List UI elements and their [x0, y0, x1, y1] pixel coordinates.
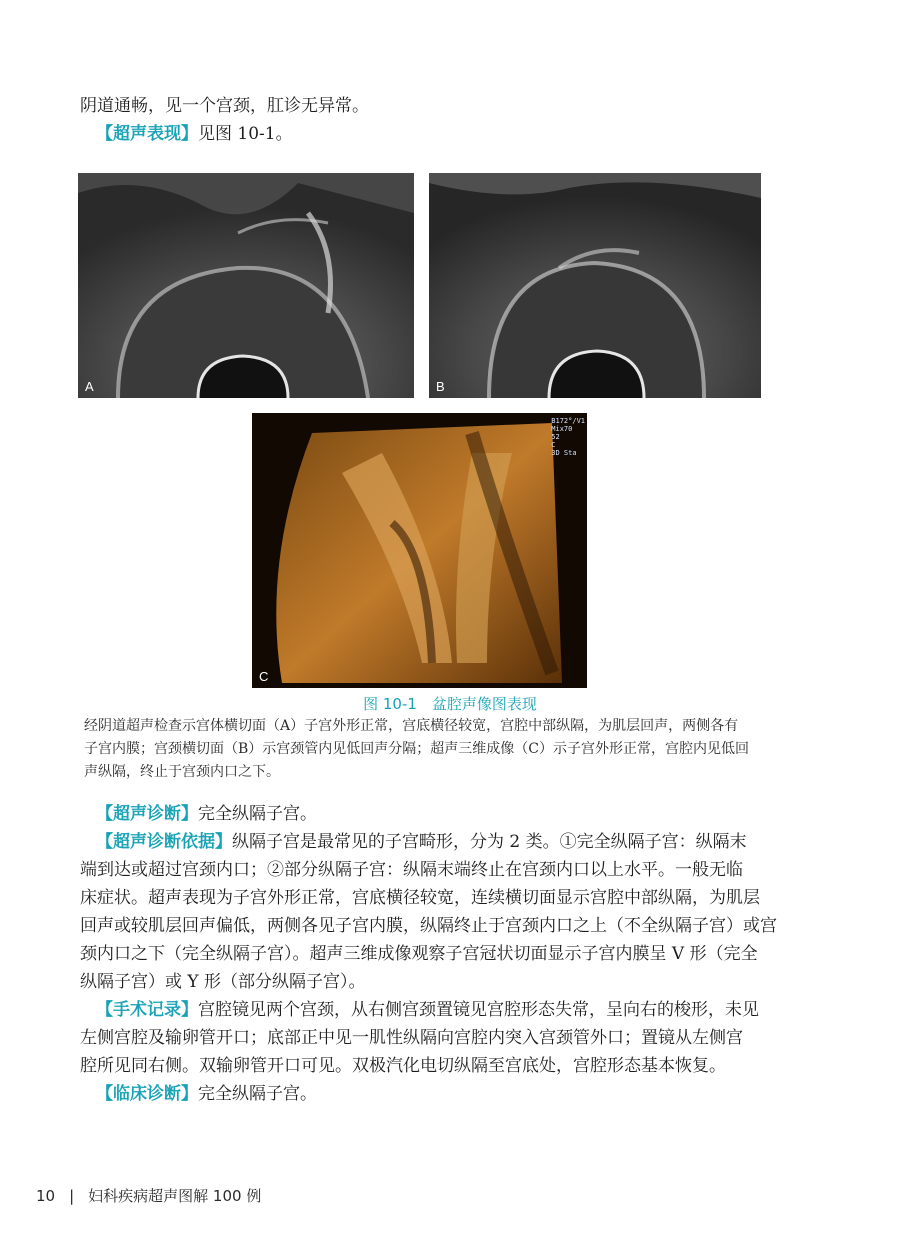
panel-label-a: A: [85, 379, 94, 394]
section-label: 【手术记录】: [96, 1000, 198, 1020]
ultrasound-image-c: [252, 413, 587, 688]
figure-title: 图 10-1 盆腔声像图表现: [363, 695, 537, 713]
hud-line: Mix70: [551, 425, 573, 433]
section-clinical-diagnosis: [96, 1080, 317, 1108]
hud-line: 52: [551, 433, 560, 441]
book-title: 妇科疾病超声图解 100 例: [88, 1187, 262, 1205]
section-label: 【超声表现】: [96, 124, 198, 144]
body-line: 颈内口之下（完全纵隔子宫）。超声三维成像观察子宫冠状切面显示子宫内膜呈 V 形（完全: [80, 944, 758, 964]
panel-label-c: C: [259, 669, 269, 684]
section-text: 完全纵隔子宫。: [198, 804, 317, 824]
section-diagnosis-basis: [96, 828, 747, 856]
figure-caption-line: 声纵隔，终止于宫颈内口之下。: [84, 764, 280, 780]
footer-separator: |: [69, 1187, 75, 1205]
figure-caption-line: 经阴道超声检查示宫体横切面（A）子宫外形正常，宫底横径较宽，宫腔中部纵隔，为肌层回声，两侧各有: [84, 718, 739, 734]
ultrasound-parameters: [551, 417, 585, 457]
body-line: 床症状。超声表现为子宫外形正常，宫底横径较宽，连续横切面显示宫腔中部纵隔，为肌层: [80, 888, 760, 908]
section-ultrasound-findings: [96, 120, 293, 148]
page-footer: [36, 1185, 261, 1206]
body-line: 回声或较肌层回声偏低，两侧各见子宫内膜，纵隔终止于宫颈内口之上（不全纵隔子宫）或宫: [80, 916, 777, 936]
hud-line: 3D Sta: [551, 449, 577, 457]
section-text: 完全纵隔子宫。: [198, 1084, 317, 1104]
body-line: 纵隔子宫）或 Y 形（部分纵隔子宫）。: [80, 972, 366, 992]
hud-line: C: [551, 441, 556, 449]
figure-caption-line: 子宫内膜；宫颈横切面（B）示宫颈管内见低回声分隔；超声三维成像（C）示子宫外形正常，宫腔内见低回: [84, 741, 749, 757]
intro-text: 阴道通畅，见一个宫颈，肛诊无异常。: [80, 96, 369, 116]
section-label: 【超声诊断】: [96, 804, 198, 824]
body-line: 端到达或超过宫颈内口；②部分纵隔子宫：纵隔末端终止在宫颈内口以上水平。一般无临: [80, 860, 743, 880]
page-number: 10: [36, 1187, 56, 1205]
body-line: 腔所见同右侧。双输卵管开口可见。双极汽化电切纵隔至宫底处，宫腔形态基本恢复。: [80, 1056, 726, 1076]
body-line: 左侧宫腔及输卵管开口；底部正中见一肌性纵隔向宫腔内突入宫颈管外口；置镜从左侧宫: [80, 1028, 743, 1048]
panel-label-b: B: [436, 379, 445, 394]
section-ultrasound-diagnosis: [96, 800, 317, 828]
hud-line: B172°/V1: [551, 417, 585, 425]
section-text: 宫腔镜见两个宫颈，从右侧宫颈置镜见宫腔形态失常，呈向右的梭形，未见: [198, 1000, 759, 1020]
section-label: 【临床诊断】: [96, 1084, 198, 1104]
ultrasound-image-b: [429, 173, 761, 398]
section-label: 【超声诊断依据】: [96, 832, 232, 852]
section-text: 见图 10-1。: [198, 124, 293, 144]
ultrasound-image-a: [78, 173, 414, 398]
section-surgery-record: [96, 996, 759, 1024]
section-text: 纵隔子宫是最常见的子宫畸形，分为 2 类。①完全纵隔子宫：纵隔末: [232, 832, 747, 852]
